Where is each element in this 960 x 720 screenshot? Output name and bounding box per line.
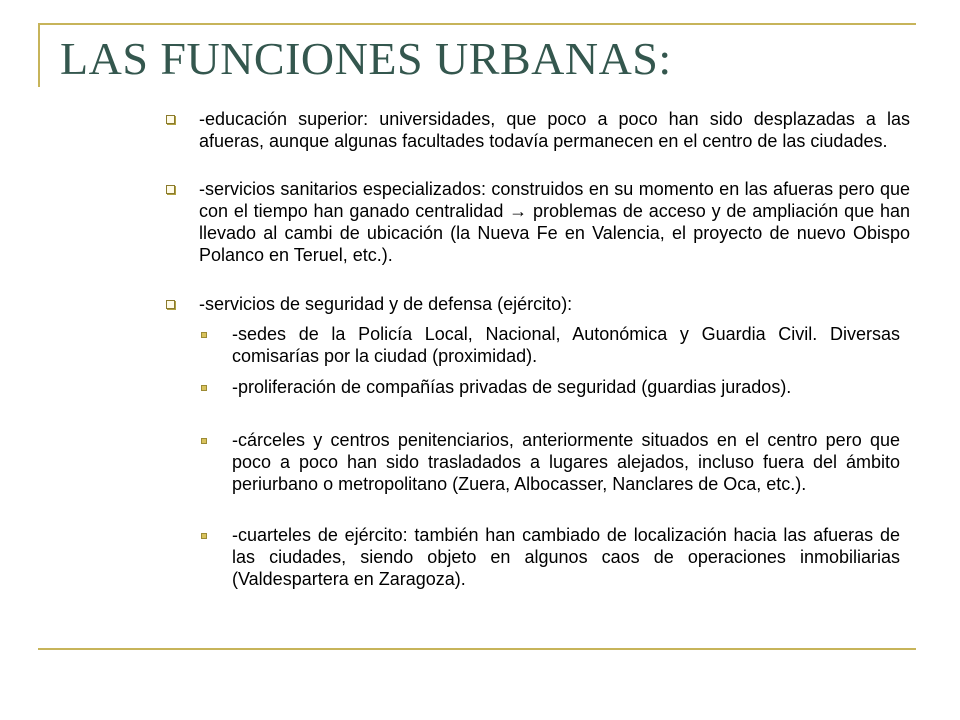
small-square-bullet-icon	[201, 332, 207, 338]
sub-list-item	[200, 524, 900, 590]
slide-title: LAS FUNCIONES URBANAS:	[60, 33, 672, 84]
small-square-bullet-icon	[201, 385, 207, 391]
list-item-text: -servicios de seguridad y de defensa (ejército):	[199, 294, 573, 314]
square-bullet-icon	[166, 300, 175, 309]
square-bullet-icon	[166, 115, 175, 124]
small-square-bullet-icon	[201, 438, 207, 444]
sub-list-item	[200, 323, 900, 367]
list-item-text: -educación superior: universidades, que poco a poco han sido desplazadas a las afueras, aunque algunas facultades todavía permanecen en el centro de las ciudades.	[199, 109, 910, 151]
square-bullet-icon	[166, 185, 175, 194]
list-item	[166, 293, 910, 315]
small-square-bullet-icon	[201, 533, 207, 539]
sub-list-item-text: -sedes de la Policía Local, Nacional, Autonómica y Guardia Civil. Diversas comisarías por la ciudad (proximidad).	[232, 324, 900, 366]
list-item	[166, 108, 910, 152]
frame-top-line	[38, 23, 916, 25]
list-item-text: -servicios sanitarios especializados: construidos en su momento en las afueras pero que con el tiempo han ganado centralidad → problemas de acceso y de ampliación que han llevado al cambi de ubicación (la Nueva Fe en Valencia, el proyecto de nuevo Obispo Polanco en Teruel, etc.).	[199, 179, 910, 265]
list-item	[166, 178, 910, 266]
sub-list-item	[200, 429, 900, 495]
frame-bottom-line	[38, 648, 916, 650]
sub-list-item-text: -proliferación de compañías privadas de seguridad (guardias jurados).	[232, 377, 792, 397]
sub-list-item-text: -cárceles y centros penitenciarios, anteriormente situados en el centro pero que poco a poco han sido trasladados a lugares alejados, incluso fuera del ámbito periurbano o metropolitano (Zuera, Albocasser, Nanclares de Oca, etc.).	[232, 430, 900, 494]
sub-list-item-text: -cuarteles de ejército: también han cambiado de localización hacia las afueras de las ciudades, siendo objeto en algunos caos de operaciones inmobiliarias (Valdespartera en Zaragoza).	[232, 525, 900, 589]
frame-left-line	[38, 23, 40, 87]
sub-list-item	[200, 376, 900, 398]
